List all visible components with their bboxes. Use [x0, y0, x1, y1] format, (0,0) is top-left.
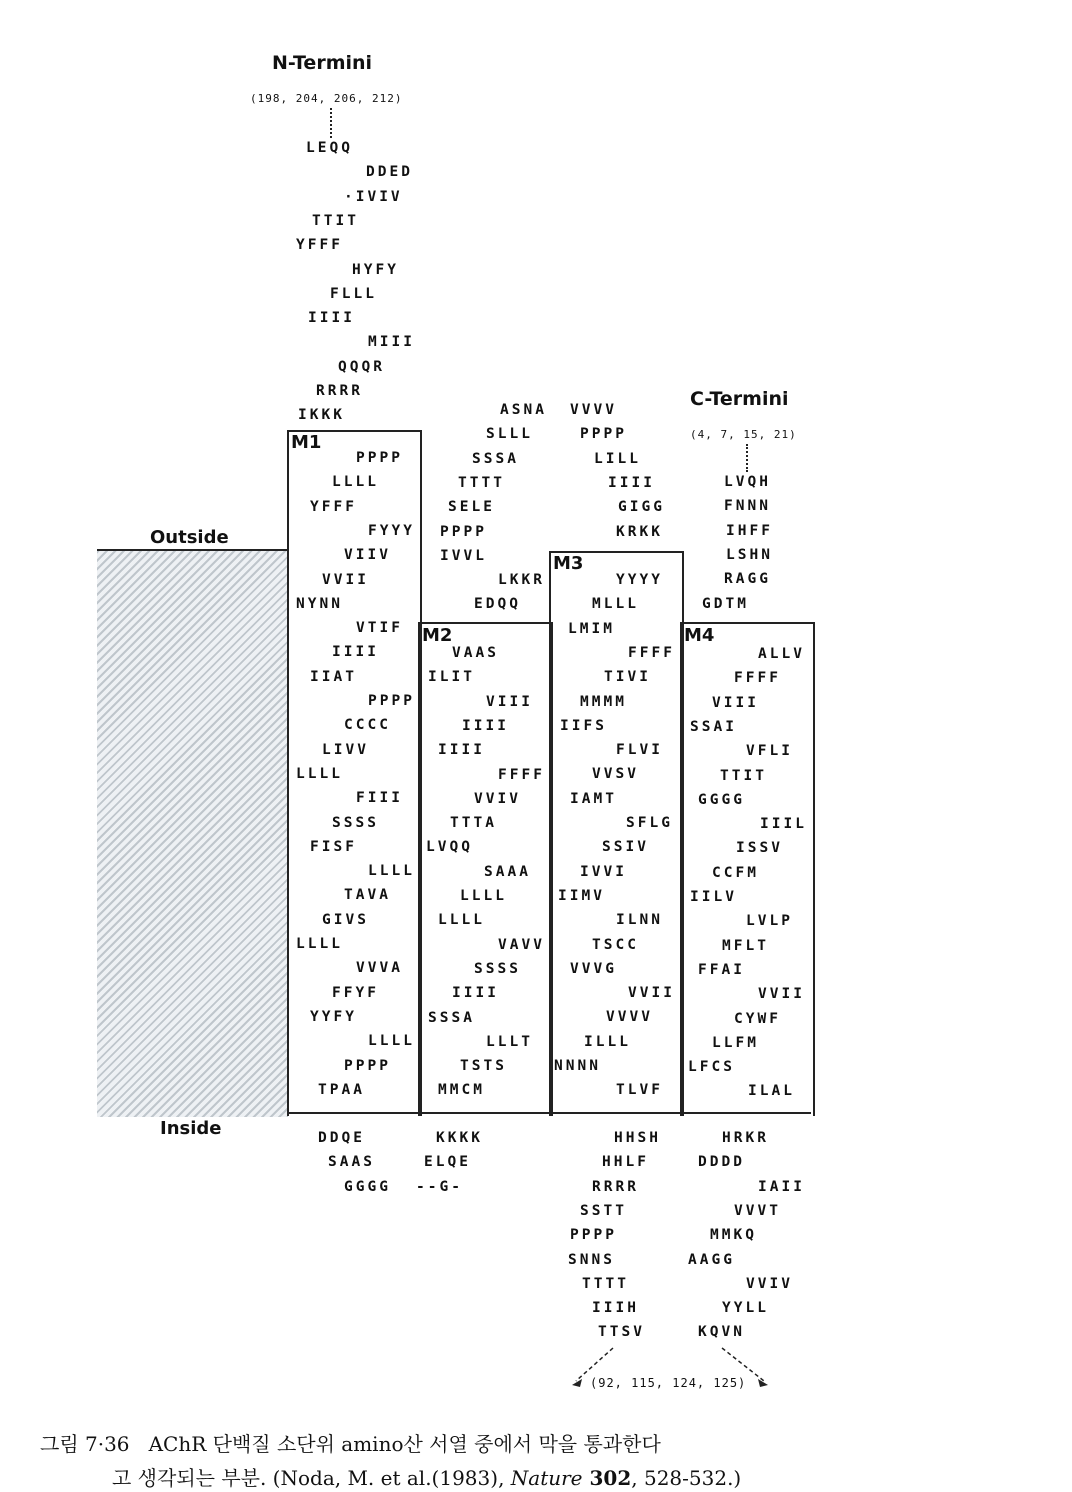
m3-row: ILLL	[584, 1034, 631, 1050]
m1-row: NYNN	[296, 596, 343, 612]
m2-inside-row: --G-	[416, 1179, 463, 1195]
m3-row: SSIV	[602, 839, 649, 855]
figure-caption-line2	[112, 1462, 741, 1491]
m2-row: FFFF	[498, 767, 545, 783]
m3-row: VVVV	[606, 1009, 653, 1025]
citation-pages: , 528-532.)	[631, 1466, 742, 1490]
m2-row: IIII	[462, 718, 509, 734]
m4-row: VVII	[758, 986, 805, 1002]
n-term-row: HYFY	[352, 262, 399, 278]
m3-row: TIVI	[604, 669, 651, 685]
n-term-row: IIII	[308, 310, 355, 326]
m1-inside-row: DDQE	[318, 1130, 365, 1146]
m2-top-row: PPPP	[440, 524, 487, 540]
citation-volume: 302	[582, 1466, 632, 1490]
m3-row: IIFS	[560, 718, 607, 734]
m3-row: IAMT	[570, 791, 617, 807]
m4-inside-row: MMKQ	[710, 1227, 757, 1243]
m1-row: LLLL	[296, 766, 343, 782]
m1-row: PPPP	[344, 1058, 391, 1074]
m3-row: IVVI	[580, 864, 627, 880]
m3-inside-row: SNNS	[568, 1252, 615, 1268]
m3-row: MMMM	[580, 694, 627, 710]
citation-journal: Nature	[510, 1466, 583, 1490]
m2-top-row: LKKR	[498, 572, 545, 588]
n-term-row: ·IVIV	[344, 189, 403, 205]
m3-inside-row: HHLF	[602, 1154, 649, 1170]
m4-inside-row: AAGG	[688, 1252, 735, 1268]
m2-row: VVIV	[474, 791, 521, 807]
m4-inside-row: KQVN	[698, 1324, 745, 1340]
m3-row: FFFF	[628, 645, 675, 661]
n-term-row: RRRR	[316, 383, 363, 399]
figure-caption-line1	[40, 1428, 661, 1457]
m4-inside-row: HRKR	[722, 1130, 769, 1146]
m2-top-row: SELE	[448, 499, 495, 515]
m1-row: LIVV	[322, 742, 369, 758]
m1-row: LLLL	[368, 1033, 415, 1049]
m3-label: M3	[553, 553, 584, 574]
m1-row: LLLL	[296, 936, 343, 952]
m1-row: LLLL	[332, 474, 379, 490]
m2-row: LVQQ	[426, 839, 473, 855]
m4-row: ISSV	[736, 840, 783, 856]
m2-row: VIII	[486, 694, 533, 710]
c-termini-label: C-Termini	[690, 388, 789, 410]
m1-row: YFFF	[310, 499, 357, 515]
m4-row: FFAI	[698, 962, 745, 978]
m3-inside-row: TTSV	[598, 1324, 645, 1340]
m2-top-row: TTTT	[458, 475, 505, 491]
n-term-row: LEQQ	[306, 140, 353, 156]
m4-inside-row: IAII	[758, 1179, 805, 1195]
m3-top-row: KRKK	[616, 524, 663, 540]
m2-top-row: IVVL	[440, 548, 487, 564]
m3-row: YYYY	[616, 572, 663, 588]
m1-row: SSSS	[332, 815, 379, 831]
m3-top-row: PPPP	[580, 426, 627, 442]
m4-top-row: LSHN	[726, 547, 773, 563]
m2-row: VAVV	[498, 937, 545, 953]
m2-row: VAAS	[452, 645, 499, 661]
m4-top-row: RAGG	[724, 571, 771, 587]
m4-row: LVLP	[746, 913, 793, 929]
m4-top-row: LVQH	[724, 474, 771, 490]
m2-row: ILIT	[428, 669, 475, 685]
m1-inside-row: GGGG	[344, 1179, 391, 1195]
m2-top-row: EDQQ	[474, 596, 521, 612]
m1-row: IIII	[332, 644, 379, 660]
m2-row: LLLL	[438, 912, 485, 928]
m3-row: NNNN	[554, 1058, 601, 1074]
m3-inside-row: SSTT	[580, 1203, 627, 1219]
m3-row: VVII	[628, 985, 675, 1001]
m1-row: TAVA	[344, 887, 391, 903]
m1-row: VVVA	[356, 960, 403, 976]
m4-row: CYWF	[734, 1011, 781, 1027]
m4-top-row: IHFF	[726, 523, 773, 539]
m4-row: FFFF	[734, 670, 781, 686]
m3-row: ILNN	[616, 912, 663, 928]
m2-inside-row: KKKK	[436, 1130, 483, 1146]
m3-inside-row: PPPP	[570, 1227, 617, 1243]
n-term-row: MIII	[368, 334, 415, 350]
c-termini-positions: (4, 7, 15, 21)	[690, 428, 797, 441]
m4-row: IIIL	[760, 816, 807, 832]
m3-inside-row: RRRR	[592, 1179, 639, 1195]
n-term-row: IKKK	[298, 407, 345, 423]
bottom-positions: (92, 115, 124, 125)	[590, 1376, 747, 1390]
m3-inside-row: HHSH	[614, 1130, 661, 1146]
m2-row: TSTS	[460, 1058, 507, 1074]
m4-row: ALLV	[758, 646, 805, 662]
m4-row: TTIT	[720, 768, 767, 784]
m3-row: VVVG	[570, 961, 617, 977]
m1-row: IIAT	[310, 669, 357, 685]
citation-authors: (Noda, M. et al.(1983),	[272, 1466, 511, 1490]
m2-row: MMCM	[438, 1082, 485, 1098]
n-term-row: QQQR	[338, 359, 385, 375]
m2-row: SSSA	[428, 1010, 475, 1026]
m4-row: VFLI	[746, 743, 793, 759]
m4-top-row: GDTM	[702, 596, 749, 612]
m3-inside-row: IIIH	[592, 1300, 639, 1316]
m1-row: VTIF	[356, 620, 403, 636]
m1-row: FFYF	[332, 985, 379, 1001]
m3-row: SFLG	[626, 815, 673, 831]
m4-row: VIII	[712, 695, 759, 711]
m3-row: FLVI	[616, 742, 663, 758]
m1-inside-row: SAAS	[328, 1154, 375, 1170]
m1-row: GIVS	[322, 912, 369, 928]
m1-row: YYFY	[310, 1009, 357, 1025]
m3-row: IIMV	[558, 888, 605, 904]
m4-row: LFCS	[688, 1059, 735, 1075]
arrow-left-head	[572, 1379, 582, 1387]
m2-top-row: SLLL	[486, 426, 533, 442]
m1-label: M1	[291, 432, 322, 453]
m2-row: TTTA	[450, 815, 497, 831]
n-term-row: YFFF	[296, 237, 343, 253]
m2-row: IIII	[438, 742, 485, 758]
m2-label: M2	[422, 625, 453, 646]
m2-row: IIII	[452, 985, 499, 1001]
figure-caption-text: AChR 단백질 소단위 amino산 서열 중에서 막을 통과한다	[148, 1432, 661, 1456]
m3-top-row: VVVV	[570, 402, 617, 418]
m4-label: M4	[684, 625, 715, 646]
m2-top-row: ASNA	[500, 402, 547, 418]
m4-row: MFLT	[722, 938, 769, 954]
outside-label: Outside	[150, 527, 229, 548]
m4-inside-row: YYLL	[722, 1300, 769, 1316]
m1-row: PPPP	[368, 693, 415, 709]
m3-top-row: LILL	[594, 451, 641, 467]
m3-row: MLLL	[592, 596, 639, 612]
m3-row: LMIM	[568, 621, 615, 637]
m1-row: FIII	[356, 790, 403, 806]
m1-row: PPPP	[356, 450, 403, 466]
n-term-row: DDED	[366, 164, 413, 180]
m3-row: TSCC	[592, 937, 639, 953]
m1-row: TPAA	[318, 1082, 365, 1098]
m4-row: LLFM	[712, 1035, 759, 1051]
m3-inside-row: TTTT	[582, 1276, 629, 1292]
m4-row: IILV	[690, 889, 737, 905]
m2-row: SAAA	[484, 864, 531, 880]
m1-row: VVII	[322, 572, 369, 588]
m1-row: FISF	[310, 839, 357, 855]
m4-inside-row: VVIV	[746, 1276, 793, 1292]
n-term-row: TTIT	[312, 213, 359, 229]
m4-row: GGGG	[698, 792, 745, 808]
m1-row: VIIV	[344, 547, 391, 563]
m2-inside-row: ELQE	[424, 1154, 471, 1170]
figure-caption-text-2: 고 생각되는 부분.	[112, 1466, 267, 1490]
figure-number: 그림 7·36	[40, 1432, 130, 1456]
inside-label: Inside	[160, 1118, 222, 1139]
n-termini-label: N-Termini	[272, 52, 373, 74]
m4-row: CCFM	[712, 865, 759, 881]
m4-top-row: FNNN	[724, 498, 771, 514]
m2-row: SSSS	[474, 961, 521, 977]
m3-row: TLVF	[616, 1082, 663, 1098]
m3-top-row: GIGG	[618, 499, 665, 515]
m3-row: VVSV	[592, 766, 639, 782]
m2-top-row: SSSA	[472, 451, 519, 467]
m3-top-row: IIII	[608, 475, 655, 491]
m4-inside-row: DDDD	[698, 1154, 745, 1170]
m2-row: LLLT	[486, 1034, 533, 1050]
m1-row: CCCC	[344, 717, 391, 733]
m4-row: ILAL	[748, 1083, 795, 1099]
m1-row: FYYY	[368, 523, 415, 539]
m4-row: SSAI	[690, 719, 737, 735]
m1-row: LLLL	[368, 863, 415, 879]
m2-row: LLLL	[460, 888, 507, 904]
m4-inside-row: VVVT	[734, 1203, 781, 1219]
n-term-row: FLLL	[330, 286, 377, 302]
n-termini-positions: (198, 204, 206, 212)	[250, 92, 403, 105]
